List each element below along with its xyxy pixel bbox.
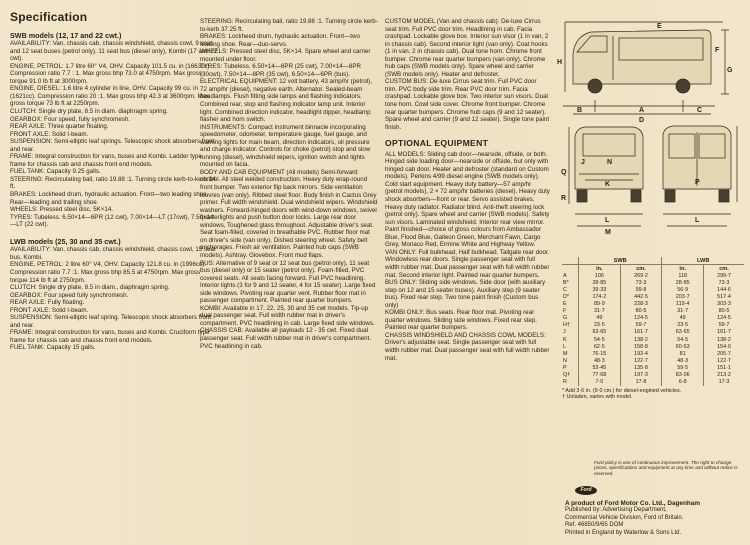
table-cell-lwb-cm: 213·2: [704, 372, 744, 379]
spec-paragraph: FRAME: Integral construction for vans, buses and Kombi. Cruciform type frame for chassis cab and chassis front end models.: [10, 329, 210, 344]
rear-view-van: [663, 126, 737, 226]
table-cell-lwb-in: 6·8: [662, 379, 704, 386]
spec-paragraph: FRONT AXLE: Solid I-beam.: [10, 306, 89, 314]
table-row: [562, 315, 744, 322]
spec-paragraph: ALL MODELS: Sliding cab door—nearside, offside, or both. Hinged side loading door—nearside or offside, but only with hinged cab door. Heater and defroster (standard on Custom models). Perkins 4/99 diesel engine (SWB models only). Cold start equipment. Heavy duty battery—57 amp/hr (petrol models), 2 × 72 amp/hr batteries (diesel). Heavy duty shock absorbers—front or rear. Servo assisted brakes. Heavy duty radiator. Radiator blind. Anti-theft steering lock (petrol only). Spare wheel and carrier (SWB models). Safety sun visors. Laminated windshield. Interior rear view mirror.: [385, 150, 550, 226]
spec-paragraph: TYRES: Tubeless. 6.50×14—6PR (12 cwt), 7.00×14—LT (17cwt), 7.50×14—LT (22 cwt).: [10, 213, 214, 229]
table-row: [562, 293, 744, 300]
table-cell-lwb-in: 59·5: [662, 364, 704, 371]
dim-label: L: [695, 217, 700, 224]
table-cell-swb-in: 174·2: [579, 293, 621, 300]
table-cell-label: P: [563, 364, 567, 371]
table-cell-lwb-in: 118: [662, 272, 704, 279]
table-cell-lwb-cm: 161·7: [704, 329, 744, 336]
column-1: [10, 10, 218, 352]
table-row: [562, 272, 744, 279]
table-row: [562, 329, 744, 336]
front-view-van: [569, 127, 643, 226]
table-cell-swb-cm: 135·8: [620, 364, 662, 371]
table-cell-lwb-in: 31·7: [662, 308, 704, 315]
spec-paragraph: CUSTOM MODEL (Van and chassis cab): De-luxe Cirrus seat trim. Full PVC door trim. Headlining in cab. Facia crashpad. Lockable glove box. Interior sun visor (1 in van, 2 in chassis cab). Second interior light (van only). Coat hooks (1 in van, 2 in chassis cab). Dual tone horn. Chrome front bumper. Chrome rear quarter bumpers (van only). Chrome hub caps (SWB models only). Spare wheel and carrier (SWB models only). Heater and defroster.: [385, 18, 549, 78]
spec-paragraph: INSTRUMENTS: Compact instrument binnacle incorporating speedometer, odometer, temperature gauge, fuel gauge, and warning lights for main beam, direction indicators, oil pressure and charge indicator. Controls for choke (petrol) stop and slow running (diesel), windshield wipers, ignition switch and lights mounted on facia.: [200, 123, 371, 169]
table-cell-swb-in: 28·85: [579, 279, 621, 286]
page-title: Specification: [10, 10, 88, 24]
dim-label: N: [607, 159, 613, 166]
table-cell-swb-cm: 124·5: [620, 315, 662, 322]
table-cell-label: A: [563, 272, 567, 279]
table-cell-label: R: [563, 379, 567, 386]
dim-label: K: [605, 181, 611, 188]
note: † Unladen, varies with model.: [562, 394, 633, 401]
unit-in: in.: [579, 265, 621, 273]
table-row: [562, 364, 744, 371]
spec-paragraph: CLUTCH: Single dry plate, 8.5 in diam., diaphragm spring.: [10, 284, 170, 292]
publisher-line: Ref. 46850/9/65 DOM: [565, 522, 624, 529]
disclaimer: Ford policy is one of continuous improvement. The right to change prices, specifications and equipment at any time and without notice is reserved.: [594, 460, 738, 476]
table-cell-swb-in: 31·7: [579, 308, 621, 315]
table-cell-swb-cm: 158·8: [620, 343, 662, 350]
spec-paragraph: SUSPENSION: Semi-elliptic leaf springs. Telescopic shock absorbers front and rear.: [10, 138, 215, 153]
table-cell-lwb-cm: 151·1: [704, 364, 744, 371]
spec-paragraph: ENGINE, PETROL: 1.7 litre 60° V4, OHV. Capacity 101.5 cu. in (1663cc). Compression ratio 7.7 : 1. Max gross bhp 73.0 at 4750rpm. Max gross torque 91.0 lb ft at 3000rpm.: [10, 62, 212, 85]
dim-label: J: [581, 159, 585, 166]
table-cell-lwb-in: 83·06: [662, 372, 704, 379]
table-cell-lwb-cm: 517·4: [704, 293, 744, 300]
dim-label: C: [697, 107, 703, 114]
spec-paragraph: WHEELS: Pressed steel disc, 5K×14.: [10, 206, 114, 214]
table-cell-swb-cm: 197·3: [620, 372, 662, 379]
spec-paragraph: BUS: Alternative of 9 seat or 12 seat bus (petrol only), 11 seat bus (diesel only) or 15 seater (petrol only). Foam-filled, PVC covered seats. All seats facing forward. Full PVC headlining. Interior lights (3 for 9 and 12 seater, 4 for 15 seater). Large fixed side windows. Pivoting rear quarter vent. Rubber floor mat in passenger compartment. Painted rear quarter bumpers.: [200, 259, 376, 305]
table-row: [562, 301, 744, 308]
publisher-line: Published by: Advertising Department,: [565, 507, 667, 514]
spec-paragraph: GEARBOX: Four speed, fully synchromesh.: [10, 115, 131, 123]
group-swb: SWB: [579, 257, 662, 265]
table-cell-swb-cm: 99·8: [620, 286, 662, 293]
table-cell-swb-in: 89·9: [579, 301, 621, 308]
table-corner: [562, 257, 579, 265]
table-cell-label: Q†: [563, 372, 571, 379]
dim-label: Q: [561, 169, 567, 176]
table-cell-lwb-cm: 154·0: [704, 343, 744, 350]
table-cell-lwb-cm: 144·6: [704, 286, 744, 293]
spec-paragraph: WHEELS: Pressed steel disc, 5K×14. Spare wheel and carrier mounted under floor.: [200, 48, 371, 63]
spec-paragraph: REAR AXLE: Fully floating.: [10, 299, 85, 307]
table-cell-lwb-cm: 73·3: [704, 279, 744, 286]
table-row: [562, 279, 744, 286]
dim-label: M: [605, 229, 611, 236]
table-cell-lwb-cm: 299·7: [704, 272, 744, 279]
table-cell-lwb-cm: 122·7: [704, 357, 744, 364]
unit-cm: cm.: [620, 265, 662, 273]
unit-in: in.: [662, 265, 704, 273]
note: * Add 3·6 in. (9·0 cm.) for diesel-engined vehicles.: [562, 387, 682, 394]
dim-label: H: [557, 59, 563, 66]
table-cell-swb-cm: 161·7: [620, 329, 662, 336]
unit-cm: cm.: [704, 265, 744, 273]
spec-paragraph: BRAKES: Lockheed drum, hydraulic actuation. Front—two leading shoe. Rear—leading and trailing shoe.: [10, 191, 209, 206]
table-cell-swb-cm: 122·7: [620, 357, 662, 364]
spec-paragraph: KOMBI ONLY: Bus seats. Rear floor mat. Pivoting rear quarter windows. Sliding side windows. Fixed rear step. Painted rear quarter bumpers.: [385, 309, 538, 332]
table-cell-lwb-cm: 303·3: [704, 301, 744, 308]
dim-label: A: [639, 107, 645, 114]
table-cell-lwb-in: 203·7: [662, 293, 704, 300]
publisher-line: Commercial Vehicle Division, Ford of Britain.: [565, 514, 684, 521]
table-cell-lwb-in: 56·9: [662, 286, 704, 293]
table-row: [562, 357, 744, 364]
table-cell-label: E: [563, 301, 567, 308]
spec-paragraph: KOMBI: Available in 17, 22, 25, 30 and 35 cwt models. Tip-up dual passenger seat. Full width rubber mat in driver's compartment. PVC headlining in cab. Large fixed side windows.: [200, 304, 375, 327]
dim-label: R: [561, 195, 567, 202]
column-3: [385, 18, 550, 362]
dimensions-table: [562, 257, 744, 401]
publisher-info: [565, 500, 745, 537]
spec-paragraph: BODY AND CAB EQUIPMENT (All models) Semi-forward control. All steel welded construction. Heavy duty wrap-round front bumper. Two exterior flip back mirrors. Side ventilation louvres (van only). Ribbed steel floor. Body finish in Cactus Grey primer. Full width windshield. Dual windshield wipers. Windshield washers. Forward-hinged doors with wind-down windows, swivel quarterlights and push button door locks. Large rear door windows, Toughened glass throughout. Adjustable driver's seat. Seat foam-filled, covered in breathable PVC. Rubber floor mat on driver's side (van only). Dished steering wheel. Safety belt anchorages. Fresh air ventilation. Painted hub caps (SWB models). Ashtray. Glovebox. Front mud flaps.: [200, 168, 378, 259]
spec-paragraph: BRAKES: Lockheed drum, hydraulic actuation. Front—two leading shoe. Rear—duo-servo.: [200, 33, 360, 48]
table-corner: [562, 265, 579, 273]
table-cell-label: B*: [563, 279, 569, 286]
spec-paragraph: CHASSIS CAB: Available all payloads 12 - 35 cwt. Fixed dual passenger seat. Full width rubber mat in driver's compartment. PVC headlining in cab.: [200, 327, 372, 350]
dim-label: B: [577, 107, 583, 114]
table-row: [562, 343, 744, 350]
table-cell-label: J: [563, 329, 566, 336]
table-cell-label: D*: [563, 294, 569, 301]
table-notes: [562, 388, 744, 401]
publisher-line: Printed in England by Waterlow & Sons Ltd.: [565, 529, 682, 536]
table-cell-swb-cm: 442·5: [620, 293, 662, 300]
vehicle-dimension-diagrams: [555, 14, 745, 264]
table-row: [562, 286, 744, 293]
spec-paragraph: REAR AXLE: Three quarter floating.: [10, 123, 109, 131]
side-view-van: [563, 22, 729, 114]
table-cell-lwb-in: 49: [662, 315, 704, 322]
table-cell-swb-cm: 80·5: [620, 308, 662, 315]
table-cell-swb-in: 49: [579, 315, 621, 322]
spec-paragraph: GEARBOX: Four speed fully synchromesh.: [10, 291, 129, 299]
ford-logo: Ford: [575, 486, 597, 495]
table-cell-lwb-cm: 17·3: [704, 379, 744, 386]
table-cell-swb-cm: 17·8: [620, 379, 662, 386]
table-cell-swb-cm: 73·3: [620, 279, 662, 286]
spec-paragraph: CLUTCH: Single dry plate, 8.5 in diam. diaphragm spring.: [10, 108, 168, 116]
dim-label: P: [695, 179, 700, 186]
spec-paragraph: STEERING: Recirculating ball, ratio 19.88 :1. Turning circle kerb-to-kerb 37.25 ft.: [200, 18, 378, 33]
table-cell-lwb-in: 23·5: [662, 322, 704, 329]
swb-heading: SWB models (12, 17 and 22 cwt.): [10, 30, 122, 40]
spec-paragraph: VAN ONLY: Full bulkhead, Half bulkhead. Tailgate rear door. Windowless rear doors. Single passenger seat with full width rubber mat. Dual passenger seat with full width rubber mat. Second interior light. Painted rear quarter bumpers.: [385, 248, 550, 279]
spec-paragraph: BUS ONLY: Sliding side windows. Side door (with auxiliary step on 12 and 15 seater buses). Auxiliary step (9 seater bus). Fixed rear step. Two tone paint finish (Custom bus only): [385, 279, 546, 309]
table-cell-swb-in: 23·5: [579, 322, 621, 329]
table-cell-label: L: [563, 343, 566, 350]
table-cell-lwb-cm: 80·5: [704, 308, 744, 315]
spec-paragraph: FRONT AXLE: Solid I-beam.: [10, 130, 89, 138]
table-cell-label: K: [563, 336, 567, 343]
spec-paragraph: Paint finished—choice of gloss colours from Ambassador Blue, Flood Blue, Galleon Green, Merchant Fawn, Cargo Grey, Monaco Red, Ermine White and Highway Yellow.: [385, 226, 542, 249]
table-cell-swb-cm: 59·7: [620, 322, 662, 329]
table-cell-lwb-in: 81: [662, 350, 704, 357]
table-cell-swb-in: 54·5: [579, 336, 621, 343]
spec-paragraph: FRAME: Integral construction for vans, buses and Kombi. Ladder type frame for chassis cab and chassis front end models.: [10, 153, 202, 168]
optional-equipment-heading: OPTIONAL EQUIPMENT: [385, 138, 489, 149]
column-2: [200, 18, 378, 350]
spec-paragraph: SUSPENSION: Semi-elliptic leaf spring. Telescopic shock absorbers front and rear.: [10, 314, 212, 329]
table-cell-label: F: [563, 308, 567, 315]
table-cell-label: M: [563, 350, 568, 357]
spec-paragraph: FUEL TANK: Capacity 15 galls.: [10, 344, 96, 352]
lwb-heading: LWB models (25, 30 and 35 cwt.): [10, 236, 121, 246]
spec-paragraph: FUEL TANK: Capacity 9.25 galls.: [10, 168, 101, 176]
spec-paragraph: CHASSIS WINDSHIELD AND CHASSIS COWL MODELS: Driver's adjustable seat. Single passenger seat with full width rubber mat. Dual passenger seat with full width rubber mat.: [385, 331, 550, 362]
table-row: [562, 322, 744, 329]
table-cell-swb-in: 76·15: [579, 350, 621, 357]
table-cell-swb-in: 39·33: [579, 286, 621, 293]
table-cell-swb-in: 7·0: [579, 379, 621, 386]
spec-paragraph: AVAILABILITY: Van, chassis cab, chassis windshield, chassis cowl, 15 seat bus, Kombi.: [10, 246, 216, 261]
spec-paragraph: AVAILABILITY: Van, chassis cab, chassis windshield, chassis cowl, 9 seat and 12 seat buses (petrol only), 11 seat bus (diesel only), Kombi (17 and 22 cwt).: [10, 40, 218, 63]
table-cell-swb-in: 48·3: [579, 357, 621, 364]
dim-label: G: [727, 67, 733, 74]
dim-label: F: [715, 47, 720, 54]
table-cell-swb-in: 62·5: [579, 343, 621, 350]
table-cell-lwb-cm: 205·7: [704, 350, 744, 357]
spec-paragraph: CUSTOM BUS: De-luxe Cirrus seat trim. Full PVC door trim. PVC body side trim. Rear PVC door trim. Facia crashpad. Lockable glove box. Two interior sun visors. Dual tone horn. Cowl side cover. Chrome front bumper. Chrome rear quarter bumpers. Chrome hub caps (9 and 12 seater). Spare wheel and carrier (9 and 12 seater). Single tone paint finish.: [385, 78, 550, 131]
table-row: [562, 350, 744, 357]
spec-paragraph: ELECTRICAL EQUIPMENT: 12 volt battery, 43 amp/hr (petrol), 72 amp/hr (diesel), negative earth. Alternator. Sealed-beam headlamps. Flush fitting side lamps and flashing indicators. Combined rear, stop and flashing indicator lamp unit. Interior light. Combined direction indicator, headlight dipper, headlamp flasher and horn switch.: [200, 78, 372, 124]
table-cell-swb-cm: 138·2: [620, 336, 662, 343]
table-row: [562, 336, 744, 343]
table-cell-swb-in: 63·65: [579, 329, 621, 336]
table-row: [562, 379, 744, 386]
spec-paragraph: ENGINE, DIESEL: 1.6 litre 4 cylinder in line, OHV. Capacity 99 cu. in (1621cc). Compression ratio 20 :1. Max gross bhp 42.3 at 3600rpm. Max gross torque 73 lb ft at 2250rpm.: [10, 85, 210, 108]
table-cell-swb-cm: 269·2: [620, 272, 662, 279]
spec-paragraph: ENGINE, PETROL: 2 litre 60° V4, OHV. Capacity 121.8 cu. in (1996cc). Compression ratio 7.7 :1. Max gross bhp 85.5 at 4750rpm. Max gross torque 114 lb ft at 2750rpm.: [10, 261, 206, 284]
table-cell-swb-cm: 193·4: [620, 350, 662, 357]
table-cell-lwb-in: 60·63: [662, 343, 704, 350]
table-cell-lwb-in: 28·85: [662, 279, 704, 286]
table-cell-lwb-in: 54·5: [662, 336, 704, 343]
table-cell-swb-in: 106: [579, 272, 621, 279]
dimensions-body: [562, 272, 744, 386]
spec-paragraph: STEERING: Recirculating ball, ratio 19.88 :1. Turning circle kerb-to-kerb 34 ft.: [10, 175, 216, 191]
spec-paragraph: TYRES: Tubeless. 6.50×14—6PR (25 cwt), 7.00×14—8PR (30cwt), 7.50×14—8PR (35 cwt), 6.50×14—6PR (bus).: [200, 63, 361, 78]
table-cell-lwb-cm: 138·2: [704, 336, 744, 343]
table-cell-lwb-cm: 124·5: [704, 315, 744, 322]
table-cell-label: H†: [563, 322, 570, 329]
table-cell-lwb-cm: 59·7: [704, 322, 744, 329]
table-cell-label: G: [563, 315, 568, 322]
dim-label: D: [639, 117, 645, 124]
table-cell-lwb-in: 63·65: [662, 329, 704, 336]
publisher-line: A product of Ford Motor Co. Ltd., Dagenham: [565, 500, 701, 507]
table-cell-swb-cm: 228·3: [620, 301, 662, 308]
table-cell-label: C: [563, 286, 567, 293]
table-row: [562, 372, 744, 379]
table-cell-label: N: [563, 357, 567, 364]
group-lwb: LWB: [662, 257, 744, 265]
dim-label: E: [657, 23, 662, 30]
dim-label: L: [605, 217, 610, 224]
table-cell-lwb-in: 48·3: [662, 357, 704, 364]
table-cell-swb-in: 77·68: [579, 372, 621, 379]
table-cell-swb-in: 53·45: [579, 364, 621, 371]
table-row: [562, 308, 744, 315]
table-cell-lwb-in: 119·4: [662, 301, 704, 308]
